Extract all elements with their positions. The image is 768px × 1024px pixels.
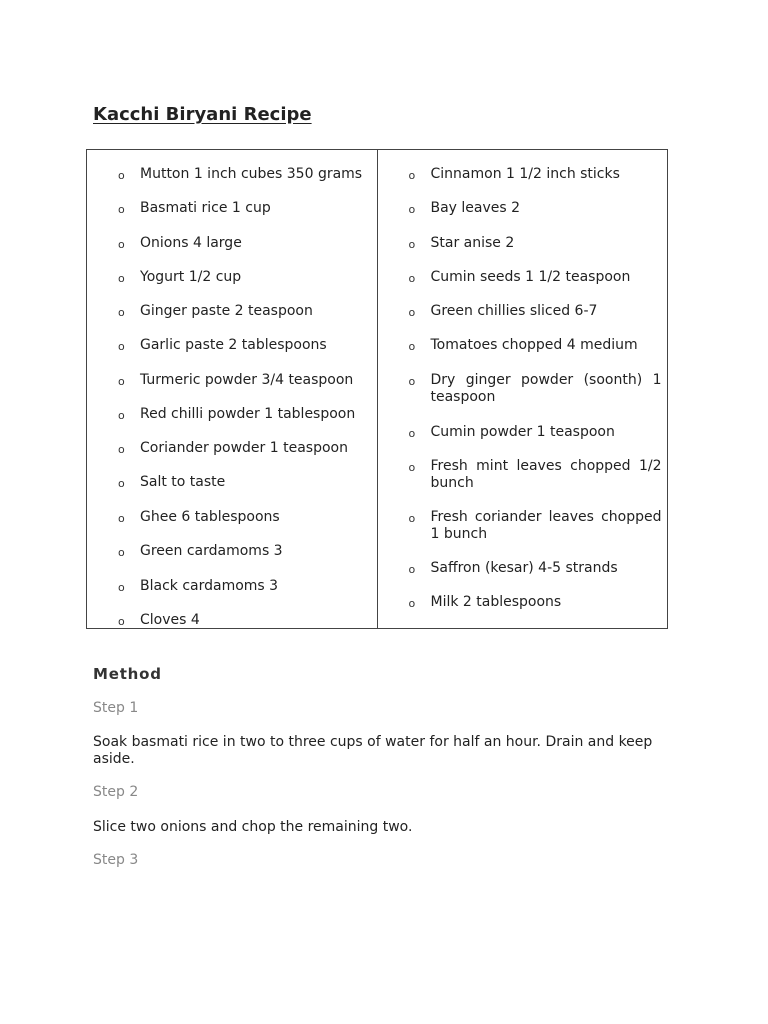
ingredient-text: Milk 2 tablespoons bbox=[430, 594, 562, 610]
bullet-icon: o bbox=[408, 461, 416, 474]
bullet-icon: o bbox=[118, 375, 125, 388]
ingredient-text: Basmati rice 1 cup bbox=[140, 200, 271, 216]
ingredient-text: Fresh coriander leaves chopped 1 bunch bbox=[430, 509, 662, 542]
ingredient-text: Ginger paste 2 teaspoon bbox=[140, 303, 313, 319]
bullet-icon: o bbox=[408, 203, 416, 216]
ingredient-text: Garlic paste 2 tablespoons bbox=[140, 337, 327, 353]
ingredient-text: Ghee 6 tablespoons bbox=[140, 509, 280, 525]
ingredient-text: Cinnamon 1 1/2 inch sticks bbox=[430, 166, 620, 182]
bullet-icon: o bbox=[408, 563, 416, 576]
bullet-icon: o bbox=[118, 169, 125, 182]
ingredient-text: Saffron (kesar) 4-5 strands bbox=[430, 560, 618, 576]
step-label: Step 1 bbox=[93, 700, 139, 716]
bullet-icon: o bbox=[118, 477, 125, 490]
bullet-icon: o bbox=[118, 306, 125, 319]
ingredients-column-right bbox=[378, 150, 668, 628]
ingredient-text: Dry ginger powder (soonth) 1 teaspoon bbox=[430, 372, 662, 405]
ingredient-text: Green cardamoms 3 bbox=[140, 543, 283, 559]
bullet-icon: o bbox=[408, 340, 416, 353]
ingredient-text: Green chillies sliced 6-7 bbox=[430, 303, 598, 319]
ingredient-text: Yogurt 1/2 cup bbox=[140, 269, 242, 285]
bullet-icon: o bbox=[118, 615, 125, 628]
step-text: Slice two onions and chop the remaining two. bbox=[93, 819, 413, 835]
ingredient-text: Turmeric powder 3/4 teaspoon bbox=[140, 372, 354, 388]
ingredient-text: Coriander powder 1 teaspoon bbox=[140, 440, 348, 456]
bullet-icon: o bbox=[408, 238, 416, 251]
ingredient-text: Salt to taste bbox=[140, 474, 226, 490]
ingredient-text: Onions 4 large bbox=[140, 235, 242, 251]
step-label: Step 2 bbox=[93, 784, 139, 800]
bullet-icon: o bbox=[408, 375, 416, 388]
bullet-icon: o bbox=[408, 427, 416, 440]
bullet-icon: o bbox=[408, 512, 416, 525]
ingredient-text: Cloves 4 bbox=[140, 612, 200, 628]
step-text: Soak basmati rice in two to three cups of water for half an hour. Drain and keep aside. bbox=[93, 734, 653, 767]
bullet-icon: o bbox=[118, 546, 125, 559]
step-label: Step 3 bbox=[93, 852, 139, 868]
bullet-icon: o bbox=[118, 581, 125, 594]
bullet-icon: o bbox=[118, 272, 125, 285]
page-title: Kacchi Biryani Recipe bbox=[93, 104, 312, 125]
ingredient-text: Cumin powder 1 teaspoon bbox=[430, 424, 615, 440]
bullet-icon: o bbox=[118, 512, 125, 525]
bullet-icon: o bbox=[408, 597, 416, 610]
ingredient-text: Black cardamoms 3 bbox=[140, 578, 279, 594]
method-heading: Method bbox=[93, 665, 162, 683]
bullet-icon: o bbox=[118, 443, 125, 456]
bullet-icon: o bbox=[118, 203, 125, 216]
ingredient-text: Cumin seeds 1 1/2 teaspoon bbox=[430, 269, 631, 285]
ingredient-text: Tomatoes chopped 4 medium bbox=[430, 337, 638, 353]
ingredient-text: Red chilli powder 1 tablespoon bbox=[140, 406, 356, 422]
bullet-icon: o bbox=[408, 169, 416, 182]
bullet-icon: o bbox=[118, 238, 125, 251]
bullet-icon: o bbox=[408, 272, 416, 285]
bullet-icon: o bbox=[408, 306, 416, 319]
bullet-icon: o bbox=[118, 409, 125, 422]
ingredient-text: Star anise 2 bbox=[430, 235, 515, 251]
ingredients-table bbox=[86, 149, 668, 629]
ingredients-column-left bbox=[87, 150, 378, 628]
ingredient-text: Bay leaves 2 bbox=[430, 200, 521, 216]
ingredient-text: Mutton 1 inch cubes 350 grams bbox=[140, 166, 363, 182]
ingredient-text: Fresh mint leaves chopped 1/2 bunch bbox=[430, 458, 662, 491]
bullet-icon: o bbox=[118, 340, 125, 353]
